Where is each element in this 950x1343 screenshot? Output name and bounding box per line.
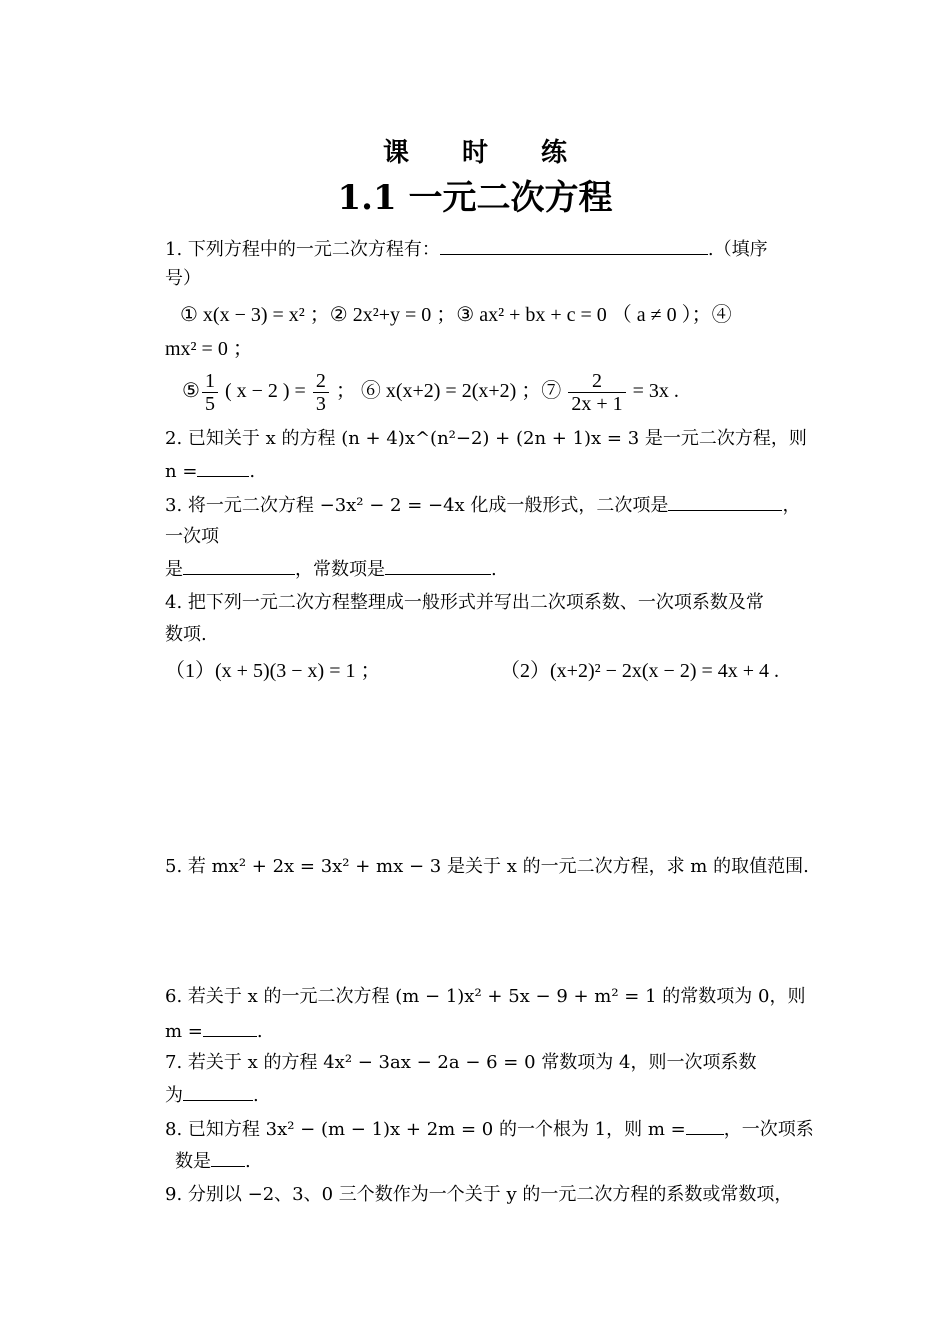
fraction-two-thirds (313, 370, 329, 415)
fraction-numerator: 1 (202, 370, 218, 393)
question-1-text: 1. 下列方程中的一元二次方程有： (165, 239, 440, 260)
question-3-line-2: 一次项 (165, 526, 219, 547)
question-2-line-2 (165, 458, 255, 485)
question-8-line-1 (165, 1116, 814, 1143)
question-1-answer-blank[interactable] (440, 236, 708, 255)
question-6-text: m = (165, 1021, 203, 1042)
question-6-line-1: 6. 若关于 x 的一元二次方程 (m − 1)x² + 5x − 9 + m² = 1 的常数项为 0，则 (165, 986, 806, 1007)
question-3-text: 3. 将一元二次方程 −3x² − 2 = −4x 化成一般形式，二次项是 (165, 495, 669, 516)
question-4-sub-2: （2）(x+2)² − 2x(x − 2) = 4x + 4 . (500, 660, 780, 682)
question-6-answer-blank[interactable] (203, 1018, 257, 1037)
fraction-numerator: 2 (568, 370, 625, 393)
question-7-text-end: . (253, 1085, 259, 1106)
question-1-options-c (182, 366, 679, 416)
question-7-text: 为 (165, 1085, 183, 1106)
question-1-text-end: .（填序 (707, 239, 768, 260)
option-5-marker: ⑤ (182, 380, 200, 402)
question-2-text-end: . (249, 461, 256, 482)
question-3-linear-blank[interactable] (183, 556, 295, 575)
question-1-options-a: ① x(x − 3) = x² ；② 2x²+y = 0 ；③ ax² + bx + c = 0 （ a ≠ 0 ）；④ (180, 304, 732, 326)
question-7-line-1: 7. 若关于 x 的方程 4x² − 3ax − 2a − 6 = 0 常数项为 4，则一次项系数 (165, 1052, 757, 1073)
question-8-text-end: ，一次项系 (723, 1119, 814, 1140)
question-8-text: 8. 已知方程 3x² − (m − 1)x + 2m = 0 的一个根为 1，则 m = (165, 1119, 686, 1140)
option-5-expression: ( x − 2 ) = (224, 380, 306, 402)
question-8-line-2 (175, 1148, 251, 1175)
question-4-line-1: 4. 把下列一元二次方程整理成一般形式并写出二次项系数、一次项系数及常 (165, 592, 764, 613)
fraction-option-7 (568, 370, 625, 415)
question-1-options-b: mx² = 0 ； (165, 338, 253, 360)
question-3-quadratic-blank[interactable] (668, 492, 782, 511)
question-3-text-b: 是 (165, 559, 183, 580)
question-2-answer-blank[interactable] (197, 458, 249, 477)
question-3-text-c: ，常数项是 (295, 559, 385, 580)
question-8-text-c: . (245, 1151, 251, 1172)
question-1-line-1 (165, 236, 768, 263)
question-3-constant-blank[interactable] (385, 556, 491, 575)
question-3-line-3 (165, 556, 497, 583)
question-3-text-d: . (491, 559, 497, 580)
question-4-sub-1: （1）(x + 5)(3 − x) = 1 ； (165, 660, 381, 682)
question-9: 9. 分别以 −2、3、0 三个数作为一个关于 y 的一元二次方程的系数或常数项， (165, 1184, 793, 1205)
question-1-line-2: 号） (165, 268, 201, 289)
question-7-line-2 (165, 1082, 259, 1109)
question-2-text: n = (165, 461, 198, 482)
question-6-text-end: . (256, 1021, 263, 1042)
option-6-expression: ； ⑥ x(x+2) = 2(x+2) ；⑦ (335, 380, 562, 402)
question-8-text-b: 数是 (175, 1151, 211, 1172)
fraction-numerator: 2 (313, 370, 329, 393)
fraction-denominator: 3 (315, 392, 326, 415)
fraction-denominator: 2x + 1 (571, 392, 623, 415)
question-8-m-blank[interactable] (686, 1116, 724, 1135)
question-6-line-2 (165, 1018, 263, 1045)
question-4-line-2: 数项. (165, 624, 207, 645)
question-7-answer-blank[interactable] (183, 1082, 253, 1101)
question-5: 5. 若 mx² + 2x = 3x² + mx − 3 是关于 x 的一元二次方程，求 m 的取值范围. (165, 856, 809, 877)
page-title: 课 时 练 (382, 138, 590, 168)
fraction-denominator: 5 (204, 392, 215, 415)
question-3-line-1 (165, 492, 800, 519)
section-title: 1.1 一元二次方程 (337, 178, 613, 218)
question-3-text-end: ， (782, 495, 801, 516)
question-2-line-1: 2. 已知关于 x 的方程 (n + 4)x^(n²−2) + (2n + 1)x = 3 是一元二次方程，则 (165, 428, 807, 449)
question-8-coef-blank[interactable] (211, 1148, 245, 1167)
option-7-expression: = 3x . (632, 380, 679, 402)
fraction-one-fifth (202, 370, 218, 415)
